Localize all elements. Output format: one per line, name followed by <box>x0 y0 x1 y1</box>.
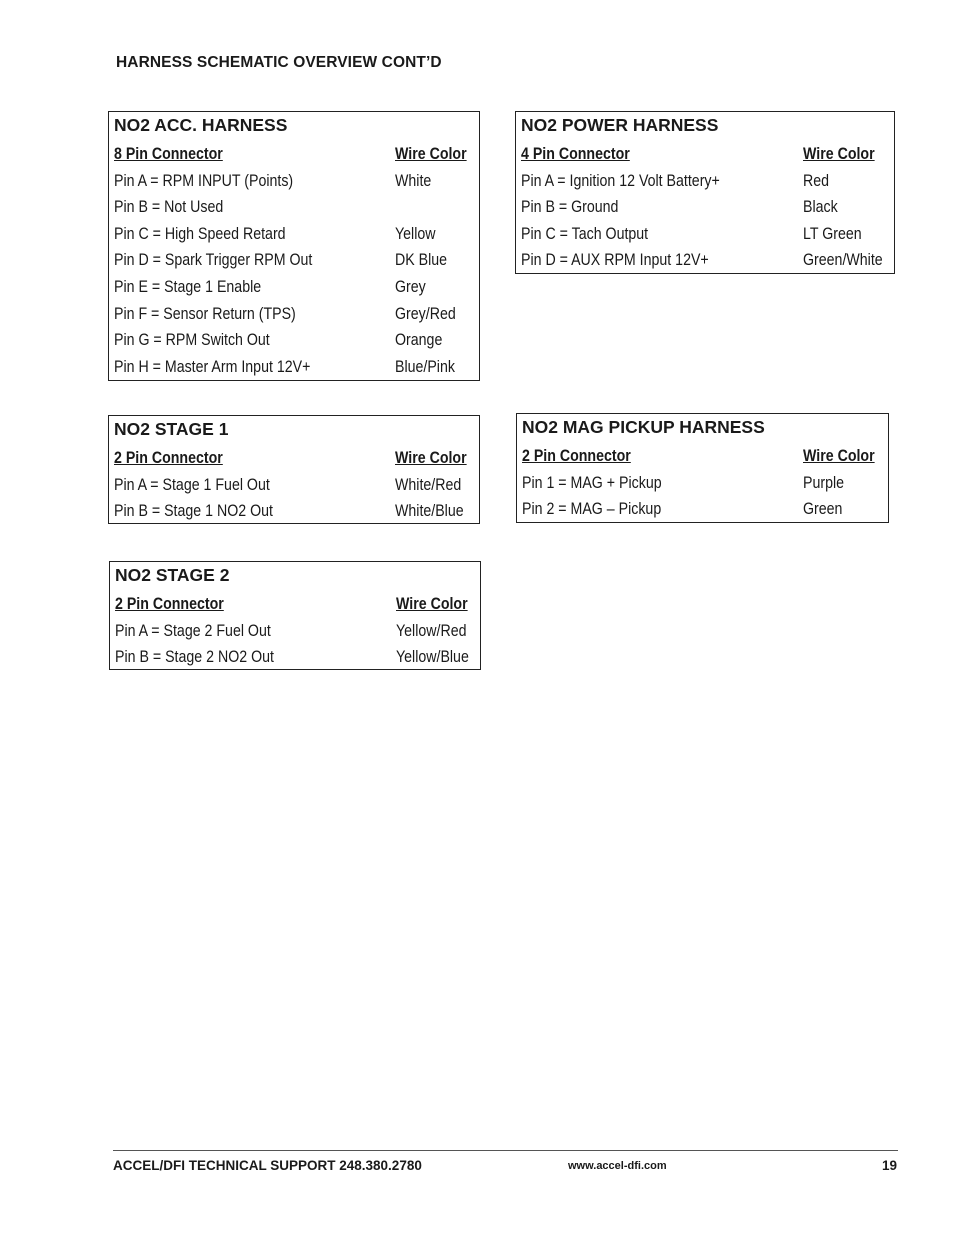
wire-color: LT Green <box>803 224 862 243</box>
pin-label: Pin E = Stage 1 Enable <box>114 277 262 296</box>
table-header-row <box>114 445 479 472</box>
table-header-row <box>521 141 894 168</box>
table-row <box>521 194 894 221</box>
stage2-table <box>109 561 481 670</box>
table-row <box>115 644 480 671</box>
wire-color: Green <box>803 500 843 519</box>
wire-color-header: Wire Color <box>803 447 875 465</box>
pin-label: Pin B = Stage 2 NO2 Out <box>115 648 274 667</box>
table-row <box>114 301 479 328</box>
wire-color: Grey <box>395 277 426 296</box>
wire-color-header: Wire Color <box>396 595 468 613</box>
wire-color-header: Wire Color <box>803 145 875 163</box>
pin-label: Pin A = Stage 2 Fuel Out <box>115 621 271 640</box>
table-row <box>114 221 479 248</box>
table-header-row <box>114 141 479 168</box>
table-row <box>521 221 894 248</box>
power-harness-table <box>515 111 895 274</box>
connector-header: 2 Pin Connector <box>115 595 224 613</box>
wire-color-header: Wire Color <box>395 145 467 163</box>
wire-color: Yellow/Blue <box>396 648 469 667</box>
pin-label: Pin C = Tach Output <box>521 224 649 243</box>
table-title: NO2 POWER HARNESS <box>521 115 719 135</box>
stage1-table <box>108 415 480 524</box>
pin-label: Pin B = Ground <box>521 198 619 217</box>
wire-color: Orange <box>395 331 443 350</box>
page-number: 19 <box>882 1158 898 1173</box>
footer-website: www.accel-dfi.com <box>568 1160 667 1172</box>
table-row <box>114 274 479 301</box>
table-title: NO2 ACC. HARNESS <box>114 115 288 135</box>
table-row <box>114 194 479 221</box>
connector-header: 2 Pin Connector <box>522 447 631 465</box>
table-row <box>522 496 888 523</box>
table-row <box>115 618 480 645</box>
connector-header: 2 Pin Connector <box>114 449 223 467</box>
footer-support: ACCEL/DFI TECHNICAL SUPPORT 248.380.2780 <box>113 1158 422 1173</box>
connector-header: 4 Pin Connector <box>521 145 630 163</box>
wire-color: White/Red <box>395 475 462 494</box>
table-title: NO2 MAG PICKUP HARNESS <box>522 417 765 437</box>
connector-header: 8 Pin Connector <box>114 145 223 163</box>
pin-label: Pin H = Master Arm Input 12V+ <box>114 357 311 376</box>
table-row <box>521 168 894 195</box>
wire-color: Red <box>803 171 830 190</box>
table-row <box>114 354 479 381</box>
wire-color: Black <box>803 198 838 217</box>
pin-label: Pin G = RPM Switch Out <box>114 331 270 350</box>
wire-color: Green/White <box>803 251 883 270</box>
table-row <box>521 247 894 274</box>
pin-label: Pin F = Sensor Return (TPS) <box>114 304 296 323</box>
pin-label: Pin A = RPM INPUT (Points) <box>114 171 294 190</box>
wire-color-header: Wire Color <box>395 449 467 467</box>
table-header-row <box>115 591 480 618</box>
pin-label: Pin A = Ignition 12 Volt Battery+ <box>521 171 720 190</box>
wire-color: White/Blue <box>395 502 464 521</box>
wire-color: Yellow/Red <box>396 621 467 640</box>
pin-label: Pin D = Spark Trigger RPM Out <box>114 251 313 270</box>
pin-label: Pin A = Stage 1 Fuel Out <box>114 475 270 494</box>
acc-harness-table <box>108 111 480 381</box>
table-row <box>114 327 479 354</box>
table-row <box>522 470 888 497</box>
wire-color: Purple <box>803 473 845 492</box>
wire-color: Blue/Pink <box>395 357 455 376</box>
wire-color: Grey/Red <box>395 304 456 323</box>
table-row <box>114 168 479 195</box>
table-row <box>114 472 479 499</box>
pin-label: Pin C = High Speed Retard <box>114 224 286 243</box>
pin-label: Pin D = AUX RPM Input 12V+ <box>521 251 709 270</box>
table-title: NO2 STAGE 1 <box>114 419 229 439</box>
mag-pickup-harness-table <box>516 413 889 523</box>
wire-color: White <box>395 171 432 190</box>
table-title: NO2 STAGE 2 <box>115 565 230 585</box>
table-row <box>114 498 479 525</box>
pin-label: Pin 1 = MAG + Pickup <box>522 473 662 492</box>
footer-divider <box>113 1150 898 1151</box>
table-header-row <box>522 443 888 470</box>
pin-label: Pin B = Not Used <box>114 198 224 217</box>
page-heading: HARNESS SCHEMATIC OVERVIEW CONT’D <box>116 54 442 71</box>
pin-label: Pin B = Stage 1 NO2 Out <box>114 502 273 521</box>
pin-label: Pin 2 = MAG – Pickup <box>522 500 662 519</box>
wire-color: Yellow <box>395 224 436 243</box>
table-row <box>114 247 479 274</box>
wire-color: DK Blue <box>395 251 448 270</box>
